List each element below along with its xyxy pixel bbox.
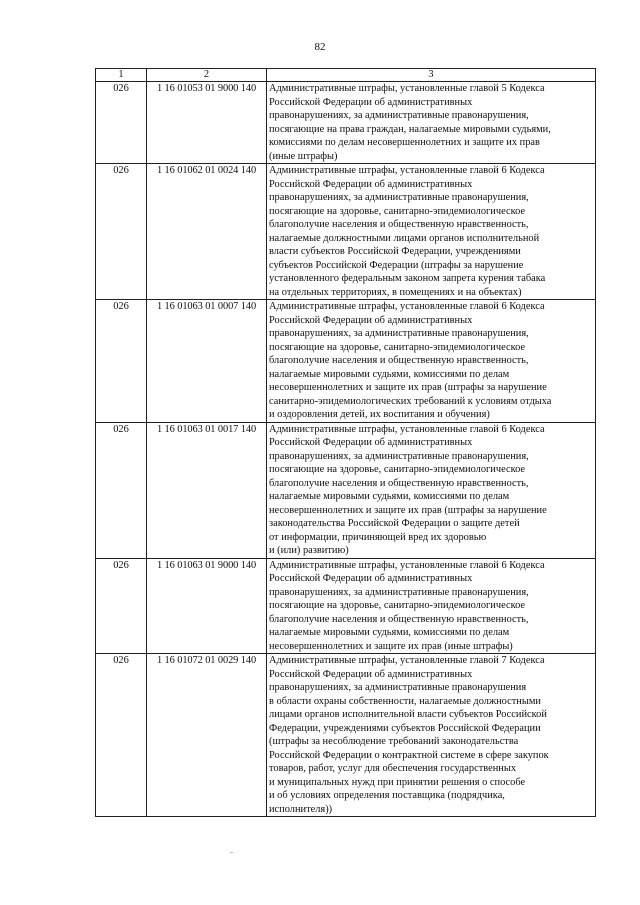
description-line: Административные штрафы, установленные главой 6 Кодекса <box>269 301 545 312</box>
description-line: Российской Федерации об административных <box>269 437 473 448</box>
scan-speck <box>230 852 233 853</box>
budget-classification-code-cell: 1 16 01072 01 0029 140 <box>147 654 267 817</box>
description-line: Федерации, учреждениями субъектов Российской Федерации <box>269 722 541 734</box>
table-body <box>96 82 596 817</box>
admin-code-cell: 026 <box>96 558 147 654</box>
description-line: налагаемые мировыми судьями, комиссиями по делам <box>269 368 510 380</box>
description-line: посягающие на права граждан, налагаемые мировыми судьями, <box>269 123 551 135</box>
header-col-2: 2 <box>147 69 267 82</box>
header-col-1: 1 <box>96 69 147 82</box>
description-line: и об условиях определения поставщика (подрядчика, <box>269 790 505 801</box>
description-line: налагаемые мировыми судьями, комиссиями по делам <box>269 627 510 638</box>
description-line: и оздоровления детей, их воспитания и обучения) <box>269 409 490 420</box>
admin-code-cell: 026 <box>96 654 147 817</box>
description-line: налагаемые мировыми судьями, комиссиями по делам <box>269 491 510 502</box>
description-line: исполнителя)) <box>269 803 333 815</box>
budget-classification-code-cell: 1 16 01063 01 0017 140 <box>147 422 267 558</box>
description-line: несовершеннолетних и защите их прав (иные штрафы) <box>269 640 513 652</box>
description-line: посягающие на здоровье, санитарно-эпидемиологическое <box>269 205 526 217</box>
header-col-3: 3 <box>267 69 596 82</box>
description-line: в области охраны собственности, налагаемые должностными <box>269 695 541 707</box>
description-line: Российской Федерации об административных <box>269 314 473 326</box>
description-line: Административные штрафы, установленные главой 6 Кодекса <box>269 165 545 176</box>
description-line: Российской Федерации о контрактной системе в сфере закупок <box>269 749 549 761</box>
description-line: правонарушениях, за административные правонарушения <box>269 682 527 693</box>
income-description-cell <box>267 654 596 817</box>
budget-classification-code-cell: 1 16 01062 01 0024 140 <box>147 164 267 300</box>
description-line: Российской Федерации об административных <box>269 178 473 190</box>
table-row <box>96 654 596 817</box>
admin-code-cell: 026 <box>96 82 147 164</box>
table-row <box>96 300 596 423</box>
description-line: правонарушениях, за административные правонарушения, <box>269 192 529 203</box>
description-line: от информации, причиняющей вред их здоровью <box>269 531 487 543</box>
description-line: товаров, работ, услуг для обеспечения государственных <box>269 763 517 774</box>
description-line: несовершеннолетних и защите их прав (штрафы за нарушение <box>269 382 547 393</box>
income-description-cell <box>267 164 596 300</box>
description-line: правонарушениях, за административные правонарушения, <box>269 328 529 339</box>
description-line: Российской Федерации об административных <box>269 573 473 584</box>
income-description-cell <box>267 558 596 654</box>
description-line: установленного федеральным законом запрета курения табака <box>269 273 546 284</box>
description-line: санитарно-эпидемиологических требований к условиям отдыха <box>269 395 552 407</box>
table-header-row <box>96 69 596 82</box>
description-line: и муниципальных нужд при принятии решения о способе <box>269 776 526 788</box>
description-line: благополучие населения и общественную нравственность, <box>269 355 529 366</box>
admin-code-cell: 026 <box>96 300 147 423</box>
description-line: правонарушениях, за административные правонарушения, <box>269 450 529 462</box>
budget-classification-code-cell: 1 16 01063 01 0007 140 <box>147 300 267 423</box>
budget-classification-code-cell: 1 16 01063 01 9000 140 <box>147 558 267 654</box>
table-row <box>96 422 596 558</box>
description-line: и (или) развитию) <box>269 545 349 556</box>
income-description-cell <box>267 300 596 423</box>
admin-code-cell: 026 <box>96 422 147 558</box>
description-line: на отдельных территориях, в помещениях и на объектах) <box>269 286 522 298</box>
income-description-cell <box>267 82 596 164</box>
table-row <box>96 82 596 164</box>
description-line: (штрафы за несоблюдение требований законодательства <box>269 736 519 747</box>
description-line: посягающие на здоровье, санитарно-эпидемиологическое <box>269 464 526 475</box>
budget-codes-table <box>95 68 596 817</box>
description-line: благополучие населения и общественную нравственность, <box>269 477 529 489</box>
description-line: (иные штрафы) <box>269 150 338 162</box>
admin-code-cell: 026 <box>96 164 147 300</box>
description-line: несовершеннолетних и защите их прав (штрафы за нарушение <box>269 504 547 516</box>
table-row <box>96 558 596 654</box>
budget-classification-code-cell: 1 16 01053 01 9000 140 <box>147 82 267 164</box>
description-line: посягающие на здоровье, санитарно-эпидемиологическое <box>269 341 526 353</box>
page-number: 82 <box>314 41 326 53</box>
description-line: налагаемые должностными лицами органов исполнительной <box>269 232 540 244</box>
description-line: лицами органов исполнительной власти субъектов Российской <box>269 709 547 720</box>
description-line: власти субъектов Российской Федерации, учреждениями <box>269 246 521 257</box>
description-line: законодательства Российской Федерации о защите детей <box>269 518 520 529</box>
description-line: комиссиями по делам несовершеннолетних и защите их прав <box>269 137 540 148</box>
income-description-cell <box>267 422 596 558</box>
description-line: Административные штрафы, установленные главой 6 Кодекса <box>269 559 545 571</box>
description-line: Российской Федерации об административных <box>269 668 473 680</box>
description-line: Административные штрафы, установленные главой 6 Кодекса <box>269 423 545 435</box>
description-line: правонарушениях, за административные правонарушения, <box>269 586 529 598</box>
description-line: благополучие населения и общественную нравственность, <box>269 219 529 230</box>
description-line: Административные штрафы, установленные главой 5 Кодекса <box>269 83 545 94</box>
description-line: субъектов Российской Федерации (штрафы за нарушение <box>269 259 524 271</box>
description-line: посягающие на здоровье, санитарно-эпидемиологическое <box>269 600 526 611</box>
description-line: Административные штрафы, установленные главой 7 Кодекса <box>269 655 545 666</box>
description-line: правонарушениях, за административные правонарушения, <box>269 110 529 121</box>
table-row <box>96 164 596 300</box>
description-line: Российской Федерации об административных <box>269 96 473 108</box>
description-line: благополучие населения и общественную нравственность, <box>269 613 529 625</box>
